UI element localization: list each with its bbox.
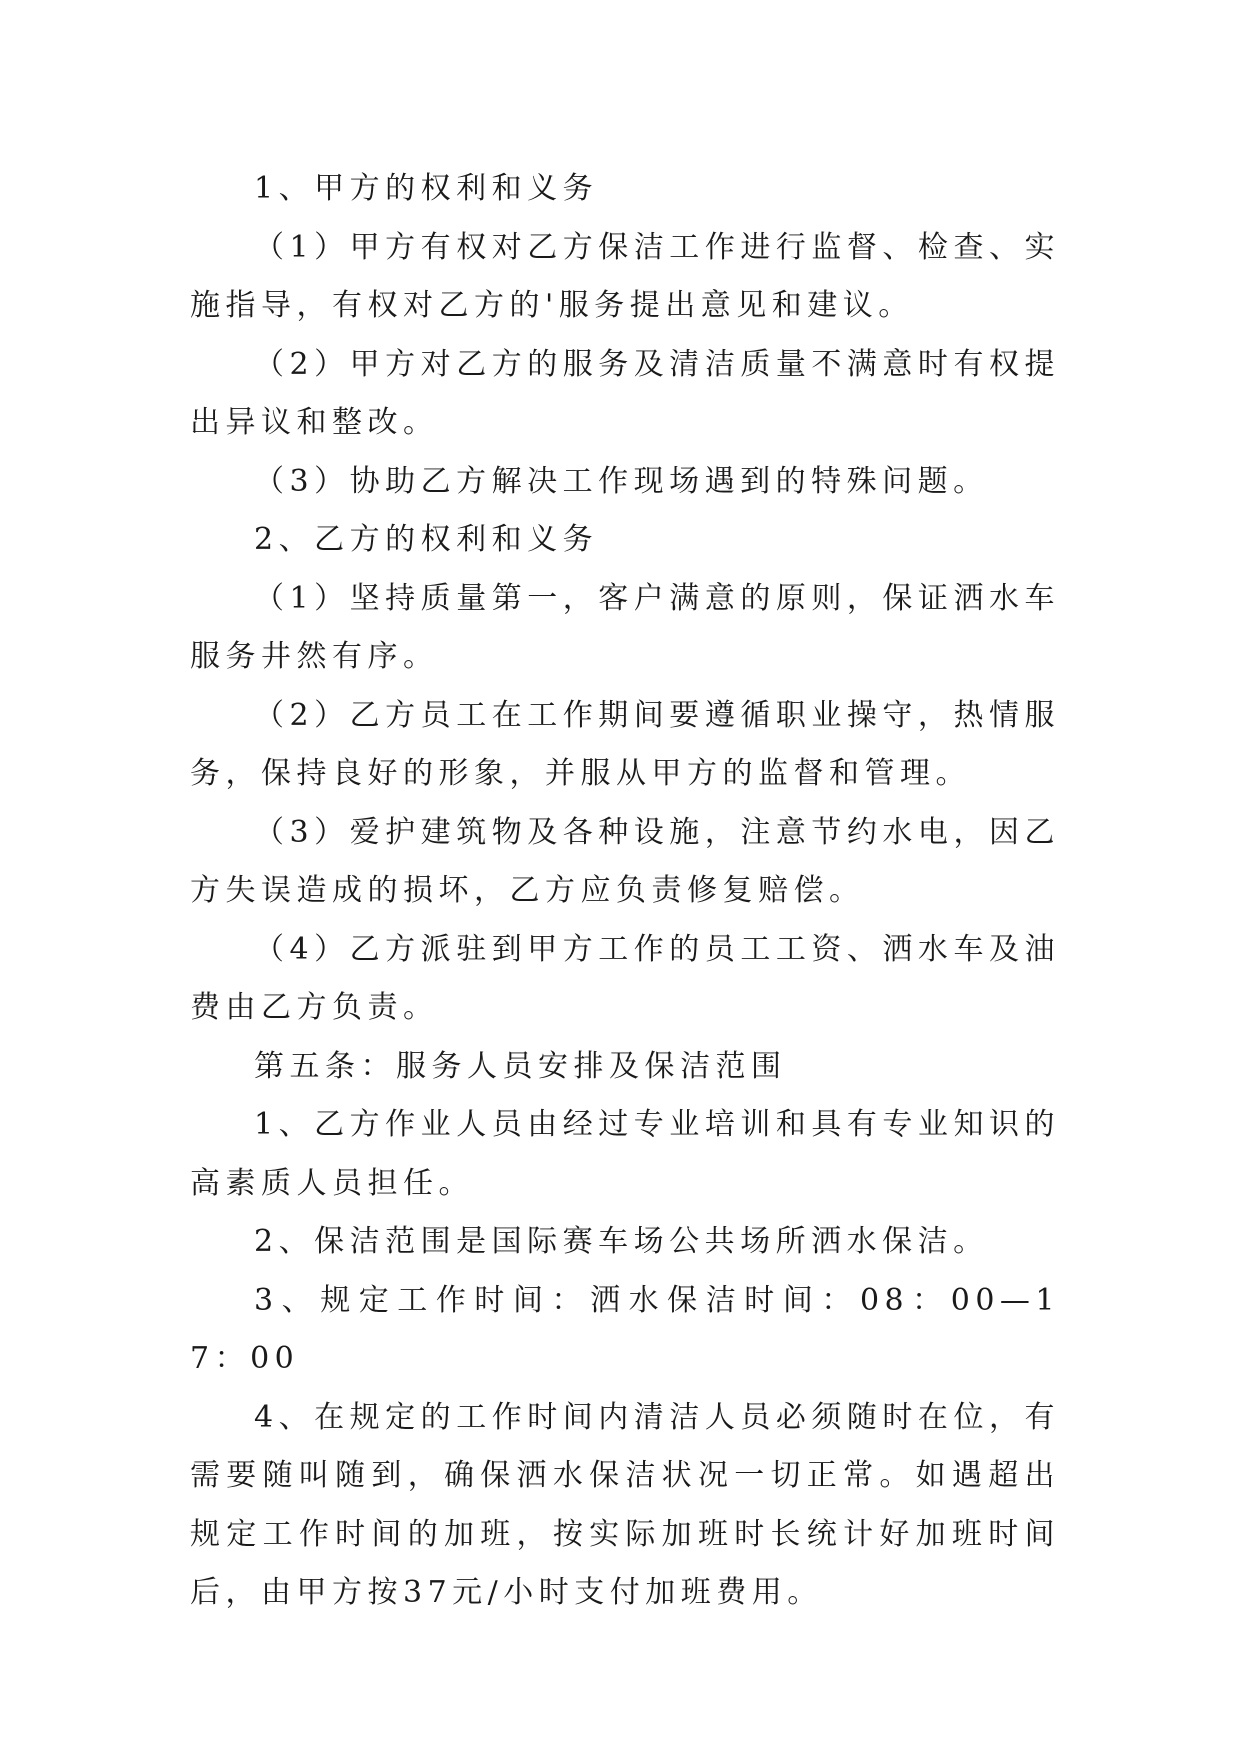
paragraph-article-5-item-3: 3、规定工作时间：洒水保洁时间：08：00—17：00 bbox=[190, 1282, 1060, 1376]
paragraph-party-a-heading: 1、甲方的权利和义务 bbox=[254, 171, 599, 206]
paragraph-article-5-item-2: 2、保洁范围是国际赛车场公共场所洒水保洁。 bbox=[254, 1224, 989, 1259]
paragraph-party-b-item-2: （2）乙方员工在工作期间要遵循职业操守，热情服务，保持良好的形象，并服从甲方的监督和管理。 bbox=[190, 697, 1060, 791]
paragraph-party-b-item-3: （3）爱护建筑物及各种设施，注意节约水电，因乙方失误造成的损坏，乙方应负责修复赔偿。 bbox=[190, 814, 1060, 908]
paragraph-article-5-item-1: 1、乙方作业人员由经过专业培训和具有专业知识的高素质人员担任。 bbox=[190, 1107, 1060, 1201]
paragraph-party-b-heading: 2、乙方的权利和义务 bbox=[254, 522, 599, 557]
paragraph-party-b-item-4: （4）乙方派驻到甲方工作的员工工资、洒水车及油费由乙方负责。 bbox=[190, 931, 1060, 1025]
paragraph-article-5-heading: 第五条：服务人员安排及保洁范围 bbox=[254, 1048, 787, 1084]
paragraph-party-b-item-1: （1）坚持质量第一，客户满意的原则，保证洒水车服务井然有序。 bbox=[190, 580, 1060, 674]
document-body bbox=[190, 160, 1060, 1623]
paragraph-party-a-item-2: （2）甲方对乙方的服务及清洁质量不满意时有权提出异议和整改。 bbox=[190, 346, 1060, 440]
paragraph-party-a-item-1: （1）甲方有权对乙方保洁工作进行监督、检查、实施指导，有权对乙方的'服务提出意见和建议。 bbox=[190, 229, 1060, 323]
paragraph-article-5-item-4: 4、在规定的工作时间内清洁人员必须随时在位，有需要随叫随到，确保洒水保洁状况一切正常。如遇超出规定工作时间的加班，按实际加班时长统计好加班时间后，由甲方按37元/小时支付加班费用。 bbox=[190, 1399, 1060, 1610]
paragraph-party-a-item-3: （3）协助乙方解决工作现场遇到的特殊问题。 bbox=[254, 463, 989, 499]
